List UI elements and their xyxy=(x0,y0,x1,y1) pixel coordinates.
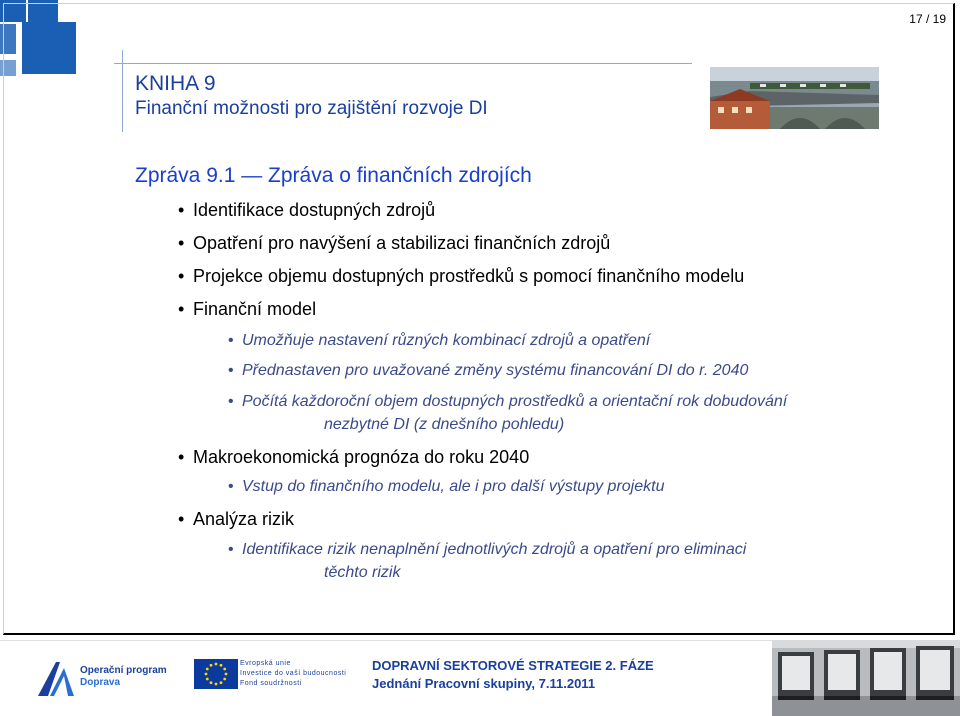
eu-funding-label xyxy=(240,659,346,689)
eu-flag-icon xyxy=(194,659,238,689)
bullet-text: Opatření pro navýšení a stabilizaci finančních zdrojů xyxy=(193,233,611,253)
eu-line3: Fond soudržnosti xyxy=(240,680,302,687)
sub-bullet-umoznuje: • Umožňuje nastavení různých kombinací zdrojů a opatření xyxy=(228,332,651,349)
bullet-text: Makroekonomická prognóza do roku 2040 xyxy=(193,447,530,467)
railway-photo xyxy=(710,67,879,129)
page-number: 17 / 19 xyxy=(909,12,946,26)
sub-bullet-identifikace-rizik-cont xyxy=(324,564,400,582)
sub-bullet-vstup: • Vstup do finančního modelu, ale i pro další výstupy projektu xyxy=(228,478,665,495)
bullet-text: Analýza rizik xyxy=(193,509,295,529)
op-logo-line2: Doprava xyxy=(80,677,121,688)
eu-line2: Investice do vaší budoucnosti xyxy=(240,670,347,677)
footer-meeting-date: Jednání Pracovní skupiny, 7.11.2011 xyxy=(372,676,596,691)
sub-bullet-pocita: • Počítá každoroční objem dostupných prostředků a orientační rok dobudování xyxy=(228,393,788,410)
eu-line1: Evropská unie xyxy=(240,660,291,667)
bullet-opatreni xyxy=(181,233,610,254)
bullet-financni-model xyxy=(181,299,316,320)
book-title: KNIHA 9 xyxy=(135,72,216,95)
sub-bullet-text: těchto rizik xyxy=(324,564,401,581)
bullet-analyza-rizik xyxy=(181,509,294,530)
sub-bullet-text: Umožňuje nastavení různých kombinací zdrojů a opatření xyxy=(242,332,651,349)
sub-bullet-text: Přednastaven pro uvažované změny systému financování DI do r. 2040 xyxy=(242,362,749,379)
report-title: Zpráva 9.1 — Zpráva o finančních zdrojích xyxy=(135,164,532,187)
sub-bullet-text: Identifikace rizik nenaplnění jednotlivých zdrojů a opatření pro eliminaci xyxy=(242,541,747,558)
sub-bullet-text: nezbytné DI (z dnešního pohledu) xyxy=(324,416,565,433)
footer-strategy-title: DOPRAVNÍ SEKTOROVÉ STRATEGIE 2. FÁZE xyxy=(372,658,654,673)
sub-bullet-text: Vstup do finančního modelu, ale i pro další výstupy projektu xyxy=(242,478,665,495)
bullet-makroekonomicka xyxy=(181,447,529,468)
bullet-text: Projekce objemu dostupných prostředků s pomocí finančního modelu xyxy=(193,266,745,286)
sub-bullet-text: Počítá každoroční objem dostupných prostředků a orientační rok dobudování xyxy=(242,393,788,410)
sub-bullet-identifikace-rizik: • Identifikace rizik nenaplnění jednotlivých zdrojů a opatření pro eliminaci xyxy=(228,541,747,558)
book-subtitle: Finanční možnosti pro zajištění rozvoje DI xyxy=(135,98,488,119)
header-divider xyxy=(114,63,692,64)
sub-bullet-pocita-cont xyxy=(324,416,564,434)
bullet-text: Identifikace dostupných zdrojů xyxy=(193,200,436,220)
loading-dock-photo xyxy=(772,640,960,716)
bullet-text: Finanční model xyxy=(193,299,317,319)
op-logo-line1: Operační program xyxy=(80,665,167,676)
op-doprava-label xyxy=(80,665,167,689)
header-vertical-divider xyxy=(122,50,123,132)
sub-bullet-prednastaven: • Přednastaven pro uvažované změny systému financování DI do r. 2040 xyxy=(228,362,749,379)
bullet-identifikace xyxy=(181,200,435,221)
bullet-projekce xyxy=(181,266,744,287)
